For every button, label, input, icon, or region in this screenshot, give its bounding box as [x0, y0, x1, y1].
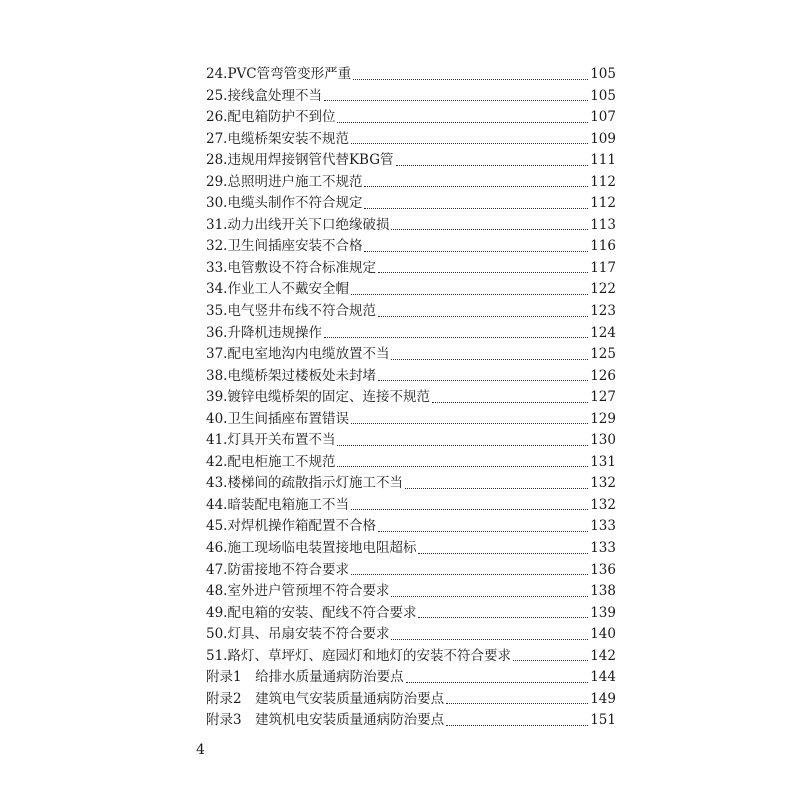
toc-entry-page: 125 — [590, 346, 616, 363]
toc-entry-title: 46.施工现场临电装置接地电阻超标 — [206, 540, 417, 557]
toc-entry-title: 51.路灯、草坪灯、庭园灯和地灯的安装不符合要求 — [206, 647, 511, 664]
dot-leader — [432, 402, 588, 403]
toc-entry-title: 35.电气竖井布线不符合规范 — [206, 303, 376, 320]
toc-entry-page: 111 — [590, 152, 616, 169]
dot-leader — [405, 488, 588, 489]
toc-entry-page: 129 — [590, 410, 616, 427]
toc-entry-page: 126 — [590, 367, 616, 384]
toc-entry[interactable] — [206, 193, 616, 215]
toc-entry-title: 附录2 建筑电气安装质量通病防治要点 — [206, 690, 445, 707]
dot-leader — [378, 316, 588, 317]
toc-entry-title: 40.卫生间插座布置错误 — [206, 410, 349, 427]
toc-entry[interactable] — [206, 624, 616, 646]
toc-entry[interactable] — [206, 689, 616, 711]
toc-entry-page: 133 — [590, 540, 616, 557]
dot-leader — [351, 509, 588, 510]
toc-entry-title: 49.配电箱的安装、配线不符合要求 — [206, 604, 417, 621]
toc-entry-title: 41.灯具开关布置不当 — [206, 432, 336, 449]
toc-entry-page: 127 — [590, 389, 616, 406]
dot-leader — [351, 294, 588, 295]
toc-entry-page: 142 — [590, 647, 616, 664]
toc-entry[interactable] — [206, 323, 616, 345]
toc-entry[interactable] — [206, 387, 616, 409]
toc-entry-title: 42.配电柜施工不规范 — [206, 453, 336, 470]
toc-entry[interactable] — [206, 172, 616, 194]
toc-entry-page: 131 — [590, 453, 616, 470]
toc-entry-page: 136 — [590, 561, 616, 578]
dot-leader — [378, 272, 588, 273]
toc-entry-page: 151 — [590, 712, 616, 729]
toc-entry-title: 43.楼梯间的疏散指示灯施工不当 — [206, 475, 403, 492]
toc-entry[interactable] — [206, 86, 616, 108]
toc-entry-page: 113 — [590, 216, 616, 233]
toc-entry-page: 124 — [590, 324, 616, 341]
toc-entry[interactable] — [206, 581, 616, 603]
toc-entry-title: 44.暗装配电箱施工不当 — [206, 496, 349, 513]
toc-entry-title: 31.动力出线开关下口绝缘破损 — [206, 216, 390, 233]
toc-entry-title: 39.镀锌电缆桥架的固定、连接不规范 — [206, 389, 430, 406]
toc-entry-page: 123 — [590, 303, 616, 320]
toc-entry-title: 48.室外进户管预埋不符合要求 — [206, 583, 390, 600]
toc-entry-page: 105 — [590, 66, 616, 82]
toc-entry[interactable] — [206, 452, 616, 474]
toc-entry[interactable] — [206, 667, 616, 689]
toc-entry-title: 36.升降机违规操作 — [206, 324, 322, 341]
toc-entry[interactable] — [206, 236, 616, 258]
dot-leader — [364, 208, 588, 209]
toc-entry-title: 28.违规用焊接钢管代替KBG管 — [206, 152, 394, 169]
toc-entry-page: 144 — [590, 669, 616, 686]
toc-entry-title: 27.电缆桥架安装不规范 — [206, 130, 349, 147]
toc-entry-title: 33.电管敷设不符合标准规定 — [206, 259, 376, 276]
toc-entry[interactable] — [206, 344, 616, 366]
dot-leader — [324, 337, 588, 338]
toc-entry-title: 附录3 建筑机电安装质量通病防治要点 — [206, 712, 445, 729]
toc-entry-page: 149 — [590, 690, 616, 707]
toc-entry-title: 29.总照明进户施工不规范 — [206, 173, 363, 190]
toc-entry[interactable] — [206, 646, 616, 668]
toc-entry-page: 139 — [590, 604, 616, 621]
toc-entry-page: 116 — [590, 238, 616, 255]
dot-leader — [418, 617, 588, 618]
toc-entry[interactable] — [206, 366, 616, 388]
toc-entry[interactable] — [206, 215, 616, 237]
dot-leader — [446, 703, 588, 704]
toc-entry[interactable] — [206, 150, 616, 172]
dot-leader — [351, 143, 588, 144]
table-of-contents — [206, 64, 616, 732]
toc-entry[interactable] — [206, 258, 616, 280]
dot-leader — [513, 660, 588, 661]
toc-entry-title: 30.电缆头制作不符合规定 — [206, 195, 363, 212]
toc-entry-page: 132 — [590, 496, 616, 513]
toc-entry-title: 50.灯具、吊扇安装不符合要求 — [206, 626, 390, 643]
toc-entry-page: 138 — [590, 583, 616, 600]
dot-leader — [391, 359, 588, 360]
dot-leader — [391, 639, 588, 640]
dot-leader — [396, 165, 589, 166]
toc-entry-page: 105 — [590, 87, 616, 104]
toc-entry[interactable] — [206, 710, 616, 732]
toc-entry-page: 132 — [590, 475, 616, 492]
dot-leader — [353, 79, 588, 80]
page-number: 4 — [196, 742, 205, 758]
toc-entry-title: 37.配电室地沟内电缆放置不当 — [206, 346, 390, 363]
dot-leader — [337, 122, 588, 123]
dot-leader — [364, 186, 588, 187]
toc-entry-page: 122 — [590, 281, 616, 298]
dot-leader — [391, 596, 588, 597]
toc-entry-title: 25.接线盒处理不当 — [206, 87, 322, 104]
toc-entry-page: 112 — [590, 195, 616, 212]
dot-leader — [378, 531, 588, 532]
toc-entry[interactable] — [206, 430, 616, 452]
toc-entry[interactable] — [206, 64, 616, 86]
dot-leader — [364, 251, 588, 252]
toc-entry[interactable] — [206, 516, 616, 538]
dot-leader — [337, 445, 588, 446]
dot-leader — [337, 466, 588, 467]
dot-leader — [324, 100, 588, 101]
dot-leader — [391, 229, 588, 230]
toc-entry-page: 117 — [590, 259, 616, 276]
toc-entry-title: 26.配电箱防护不到位 — [206, 109, 336, 126]
toc-entry-page: 112 — [590, 173, 616, 190]
toc-entry[interactable] — [206, 538, 616, 560]
toc-entry-title: 34.作业工人不戴安全帽 — [206, 281, 349, 298]
toc-entry[interactable] — [206, 409, 616, 431]
toc-entry-page: 133 — [590, 518, 616, 535]
toc-entry-title: 24.PVC管弯管变形严重 — [206, 66, 352, 82]
toc-entry-page: 107 — [590, 109, 616, 126]
dot-leader — [351, 574, 588, 575]
toc-entry[interactable] — [206, 129, 616, 151]
toc-entry-title: 47.防雷接地不符合要求 — [206, 561, 349, 578]
toc-entry-page: 109 — [590, 130, 616, 147]
toc-entry-title: 38.电缆桥架过楼板处未封堵 — [206, 367, 376, 384]
dot-leader — [378, 380, 588, 381]
toc-entry-title: 45.对焊机操作箱配置不合格 — [206, 518, 376, 535]
toc-entry[interactable] — [206, 495, 616, 517]
toc-entry[interactable] — [206, 473, 616, 495]
dot-leader — [406, 682, 589, 683]
dot-leader — [418, 553, 588, 554]
toc-entry-page: 130 — [590, 432, 616, 449]
toc-entry-title: 附录1 给排水质量通病防治要点 — [206, 669, 404, 686]
toc-entry[interactable] — [206, 107, 616, 129]
toc-entry[interactable] — [206, 560, 616, 582]
dot-leader — [351, 423, 588, 424]
toc-entry-title: 32.卫生间插座安装不合格 — [206, 238, 363, 255]
toc-entry-page: 140 — [590, 626, 616, 643]
toc-entry[interactable] — [206, 301, 616, 323]
toc-entry[interactable] — [206, 279, 616, 301]
toc-entry[interactable] — [206, 603, 616, 625]
dot-leader — [446, 725, 588, 726]
